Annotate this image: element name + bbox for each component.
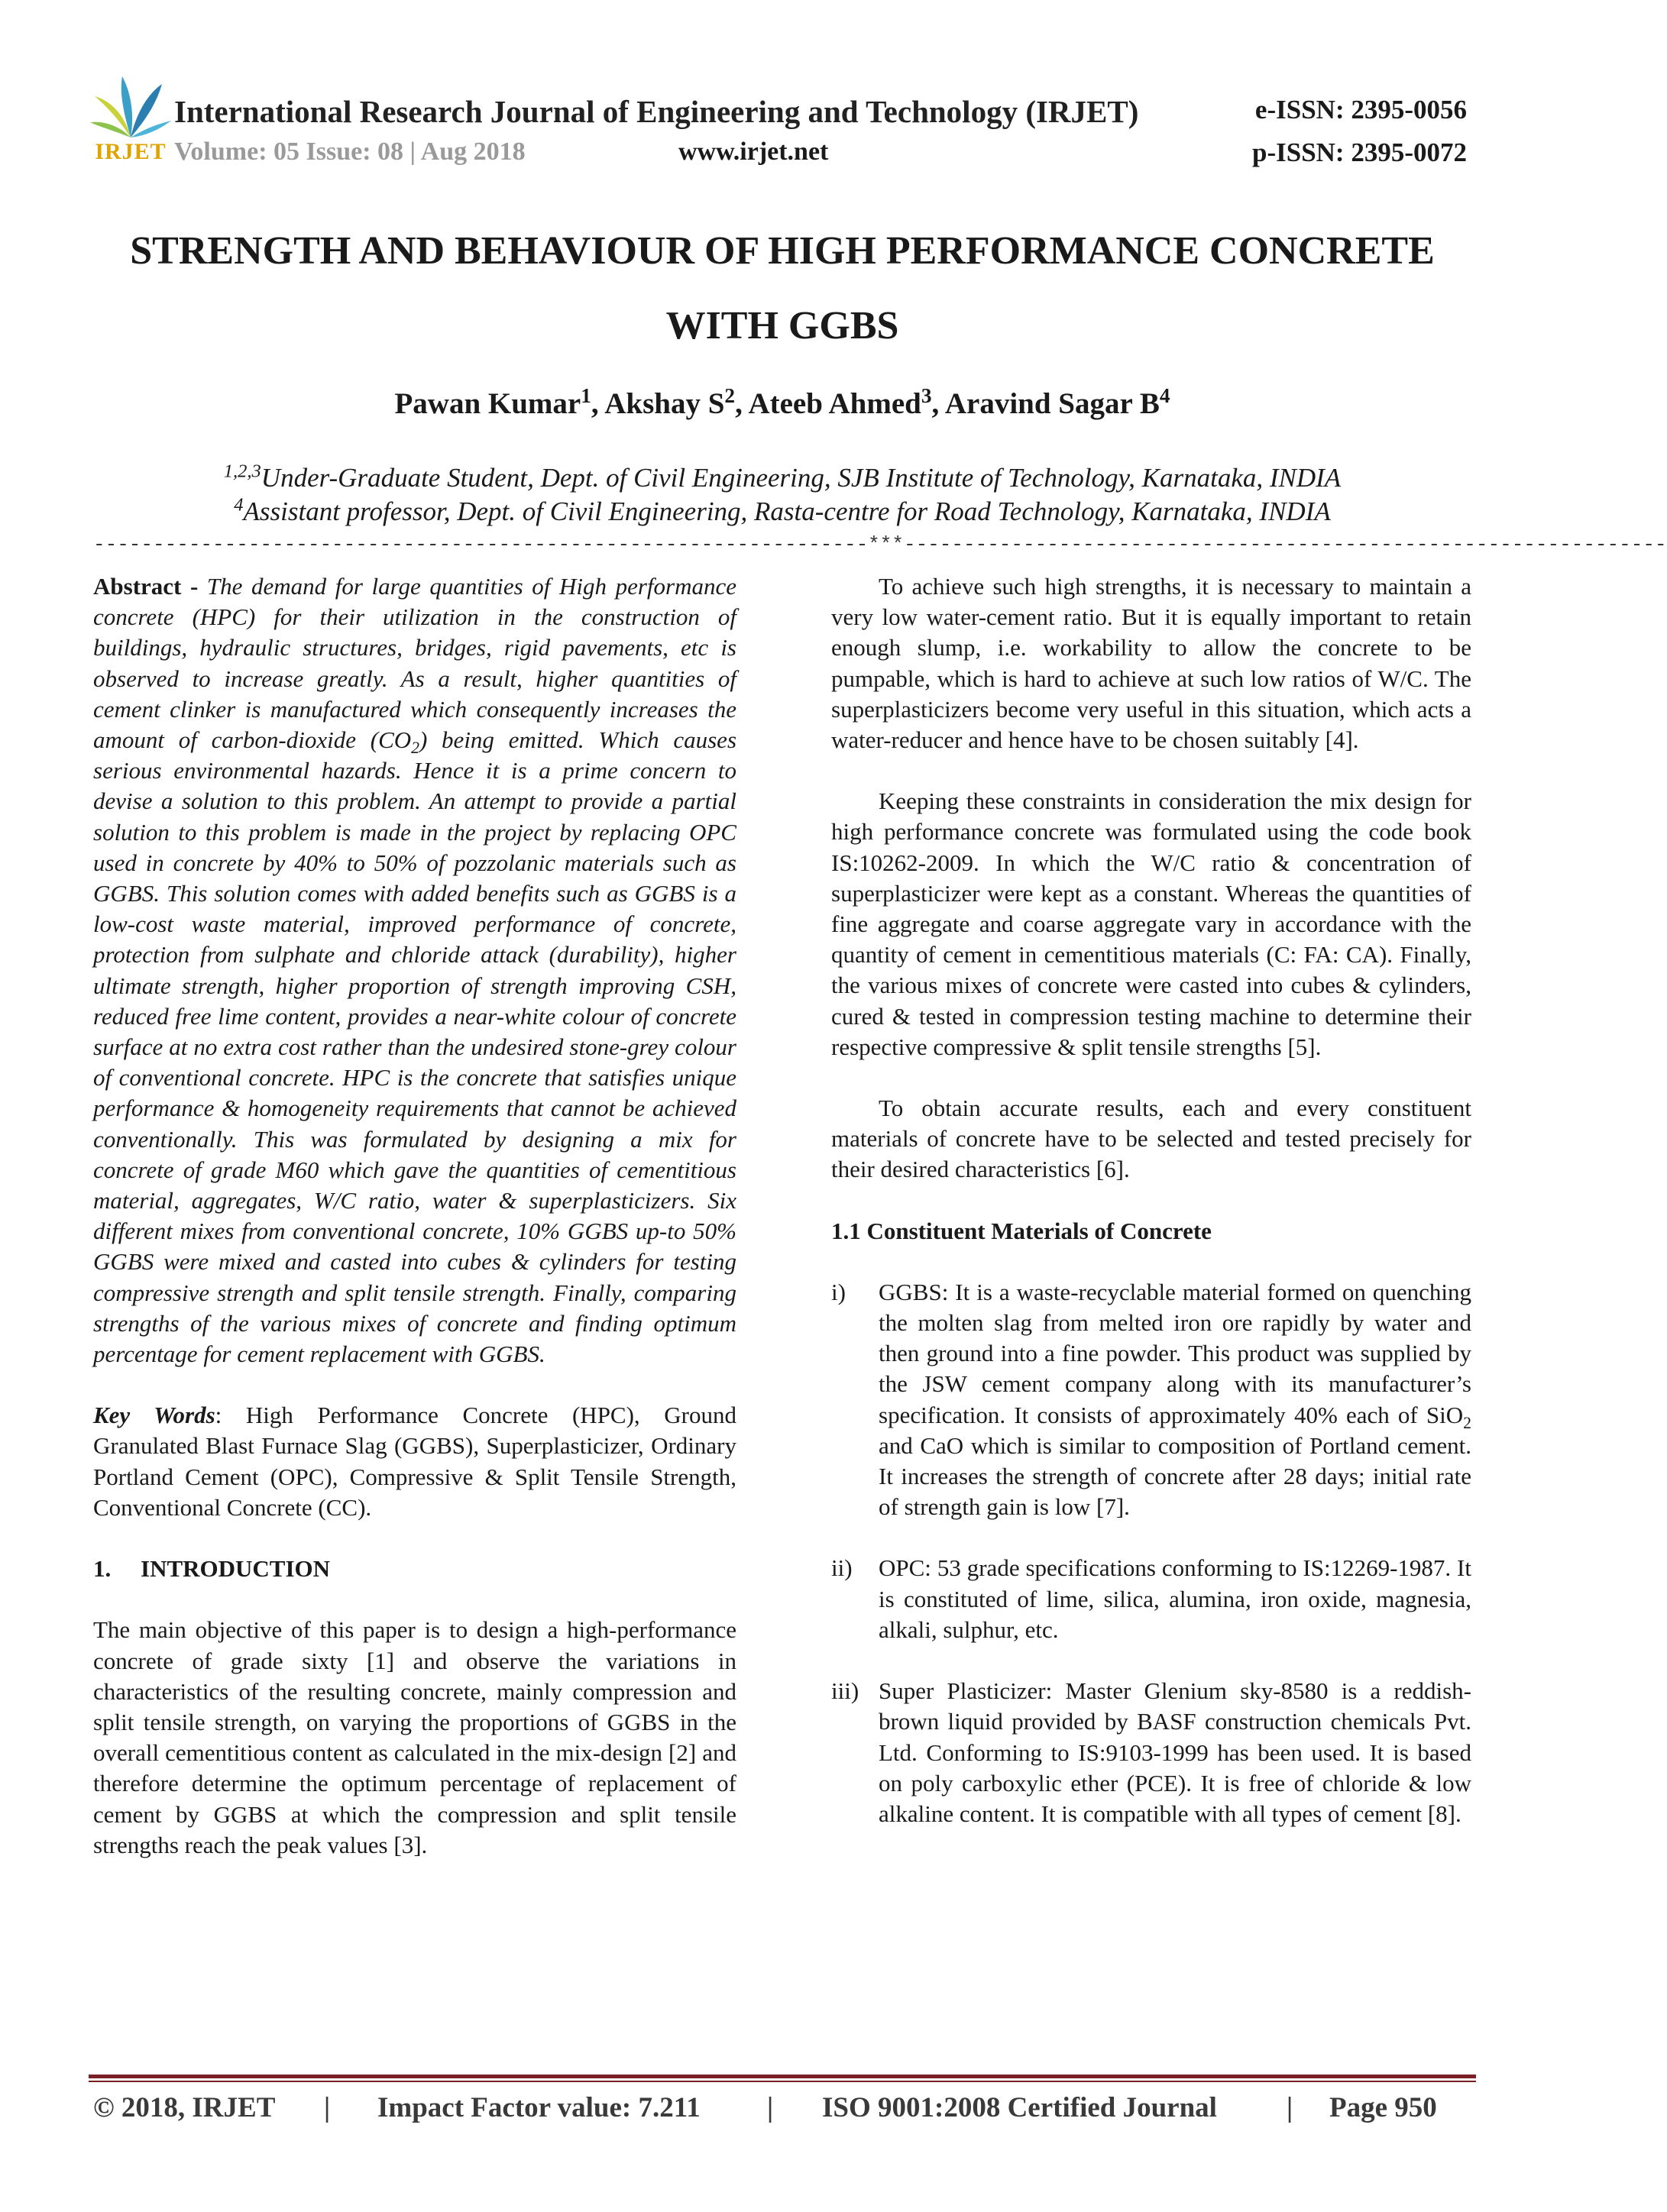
keywords-text: : High Performance Concrete (HPC), Ground Granulated Blast Furnace Slag (GGBS), Superplasticizer, Ordinary Portland Cement (OPC), Compressive & Split Tensile Strength, Conventional Concrete (CC). <box>93 1402 737 1521</box>
list-label: i) <box>831 1278 846 1305</box>
logo-text: IRJET <box>95 139 167 164</box>
list-text-part: and CaO which is similar to composition of Portland cement. It increases the strength of concrete after 28 days; initial rate of strength gain is low [7]. <box>879 1431 1471 1521</box>
footer-page-number: Page 950 <box>1329 2092 1437 2123</box>
list-label: ii) <box>831 1554 853 1582</box>
abstract-subscript: 2 <box>411 739 419 758</box>
eissn: e-ISSN: 2395-0056 <box>1254 95 1467 125</box>
author-name: Akshay S <box>604 387 725 420</box>
section-separator: -----------------------------------------------------------------***---------------------------------------------------------------- <box>93 533 1667 556</box>
author-list <box>0 386 1565 421</box>
affiliation-text: Under-Graduate Student, Dept. of Civil Engineering, SJB Institute of Technology, Karnataka, INDIA <box>261 463 1342 493</box>
footer-copyright: © 2018, IRJET <box>93 2092 276 2123</box>
introduction-paragraph: The main objective of this paper is to design a high-performance concrete of grade sixty [1] and observe the variations in characteristics of the resulting concrete, mainly compression and split tensile strength, on varying the proportions of GGBS in the overall cementitious content as calculated in the mix-design [2] and therefore determine the optimum percentage of replacement of cement by GGBS at which the compression and split tensile strengths reach the peak values [3]. <box>93 1616 736 1858</box>
author-affil-sup: 4 <box>1159 384 1170 407</box>
list-subscript: 2 <box>1463 1413 1471 1432</box>
pissn: p-ISSN: 2395-0072 <box>1251 137 1467 167</box>
right-column <box>831 571 1471 1829</box>
body-paragraph: To obtain accurate results, each and every constituent materials of concrete have to be selected and tested precisely for their desired characteristics [6]. <box>831 1095 1471 1183</box>
author-name: Pawan Kumar <box>394 387 581 420</box>
author-affil-sup: 2 <box>724 384 736 407</box>
author-name: Aravind Sagar B <box>944 387 1160 420</box>
abstract-text: The demand for large quantities of High performance concrete (HPC) for their utilization in the construction of buildings, hydraulic structures, bridges, rigid pavements, etc is observed to increase greatly. As a result, higher quantities of cement clinker is manufactured which consequently increases the amount of carbon-dioxide (CO <box>93 573 736 754</box>
author-separator: , <box>591 387 605 420</box>
keywords <box>93 1400 736 1523</box>
section-number: 1. <box>93 1555 112 1583</box>
left-column <box>93 571 736 1861</box>
footer-impact-factor: Impact Factor value: 7.211 <box>377 2092 701 2123</box>
author-separator: , <box>931 387 945 420</box>
list-text-part: GGBS: It is a waste-recyclable material formed on quenching the molten slag from melted iron ore rapidly by water and then ground into a fine powder. This product was supplied by the JSW cement company along with its manufacturer’s specification. It consists of approximately 40% each of SiO <box>879 1278 1471 1428</box>
abstract-text-cont: ) being emitted. Which causes serious environmental hazards. Hence it is a prime concern to devise a solution to this problem. An attempt to provide a partial solution to this problem is made in the project by replacing OPC used in concrete by 40% to 50% of pozzolanic materials such as GGBS. This solution comes with added benefits such as GGBS is a low-cost waste material, improved performance of concrete, protection from sulphate and chloride attack (durability), higher ultimate strength, higher proportion of strength improving CSH, reduced free lime content, provides a near-white colour of concrete surface at no extra cost rather than the undesired stone-grey colour of conventional concrete. HPC is the concrete that satisfies unique performance & homogeneity requirements that cannot be achieved conventionally. This was formulated by designing a mix for concrete of grade M60 which gave the quantities of cementitious material, aggregates, W/C ratio, water & superplasticizers. Six different mixes from conventional concrete, 10% GGBS up-to 50% GGBS were mixed and casted into cubes & cylinders for testing compressive strength and split tensile strength. Finally, comparing strengths of the various mixes of concrete and finding optimum percentage for cement replacement with GGBS. <box>93 726 737 1368</box>
footer-rule <box>89 2075 1476 2078</box>
author-name: Ateeb Ahmed <box>748 387 921 420</box>
footer-divider: | <box>1287 2092 1293 2123</box>
affiliation-sup: 1,2,3 <box>223 461 261 482</box>
list-item <box>831 1676 1471 1829</box>
author-separator: , <box>735 387 749 420</box>
list-text: Super Plasticizer: Master Glenium sky-8580 is a reddish-brown liquid provided by BASF construction chemicals Pvt. Ltd. Conforming to IS:9103-1999 has been used. It is based on poly carboxylic ether (PCE). It is free of chloride & low alkaline content. It is compatible with all types of cement [8]. <box>879 1677 1471 1827</box>
list-item <box>831 1277 1471 1523</box>
abstract <box>93 571 736 1370</box>
list-label: iii) <box>831 1677 859 1705</box>
list-text <box>879 1277 1471 1523</box>
author-affil-sup: 1 <box>581 384 591 407</box>
footer-divider: | <box>767 2092 774 2123</box>
subsection-heading: 1.1 Constituent Materials of Concrete <box>831 1217 1212 1244</box>
journal-title: International Research Journal of Engineering and Technology (IRJET) <box>174 94 1139 129</box>
footer-divider: | <box>324 2092 331 2123</box>
logo-leaf-icon <box>89 73 173 142</box>
affiliation-text: Assistant professor, Dept. of Civil Engineering, Rasta-centre for Road Technology, Karnataka, INDIA <box>243 496 1331 526</box>
section-heading-introduction <box>93 1554 736 1584</box>
abstract-label: Abstract - <box>93 573 207 600</box>
keywords-label: Key Words <box>93 1402 215 1429</box>
body-paragraph: To achieve such high strengths, it is necessary to maintain a very low water-cement ratio. But it is equally important to retain enough slump, i.e. workability to allow the concrete to be pumpable, which is hard to achieve at such low ratios of W/C. The superplasticizers become very useful in this situation, which acts a water-reducer and hence have to be chosen suitably [4]. <box>831 573 1471 754</box>
body-paragraph: Keeping these constraints in consideration the mix design for high performance concrete was formulated using the code book IS:10262-2009. In which the W/C ratio & concentration of superplasticizer were kept as a constant. Whereas the quantities of fine aggregate and coarse aggregate vary in accordance with the quantity of cement in cementitious materials (C: FA: CA). Finally, the various mixes of concrete were casted into cubes & cylinders, cured & tested in compression testing machine to determine their respective compressive & split tensile strengths [5]. <box>831 787 1471 1060</box>
affiliation-1 <box>0 463 1565 493</box>
affiliation-sup: 4 <box>234 494 244 516</box>
list-item <box>831 1553 1471 1645</box>
paper-title: STRENGTH AND BEHAVIOUR OF HIGH PERFORMANCE CONCRETE WITH GGBS <box>130 229 1435 348</box>
section-title: INTRODUCTION <box>141 1555 331 1583</box>
irjet-logo <box>89 73 173 167</box>
volume-issue: Volume: 05 Issue: 08 | Aug 2018 <box>174 137 526 166</box>
author-affil-sup: 3 <box>921 384 932 407</box>
footer-rule-thin <box>89 2081 1476 2082</box>
affiliation-2 <box>0 496 1565 527</box>
footer-iso: ISO 9001:2008 Certified Journal <box>822 2092 1217 2123</box>
journal-website-link[interactable]: www.irjet.net <box>678 137 829 166</box>
list-text: OPC: 53 grade specifications conforming to IS:12269-1987. It is constituted of lime, silica, alumina, iron oxide, magnesia, alkali, sulphur, etc. <box>879 1554 1471 1643</box>
